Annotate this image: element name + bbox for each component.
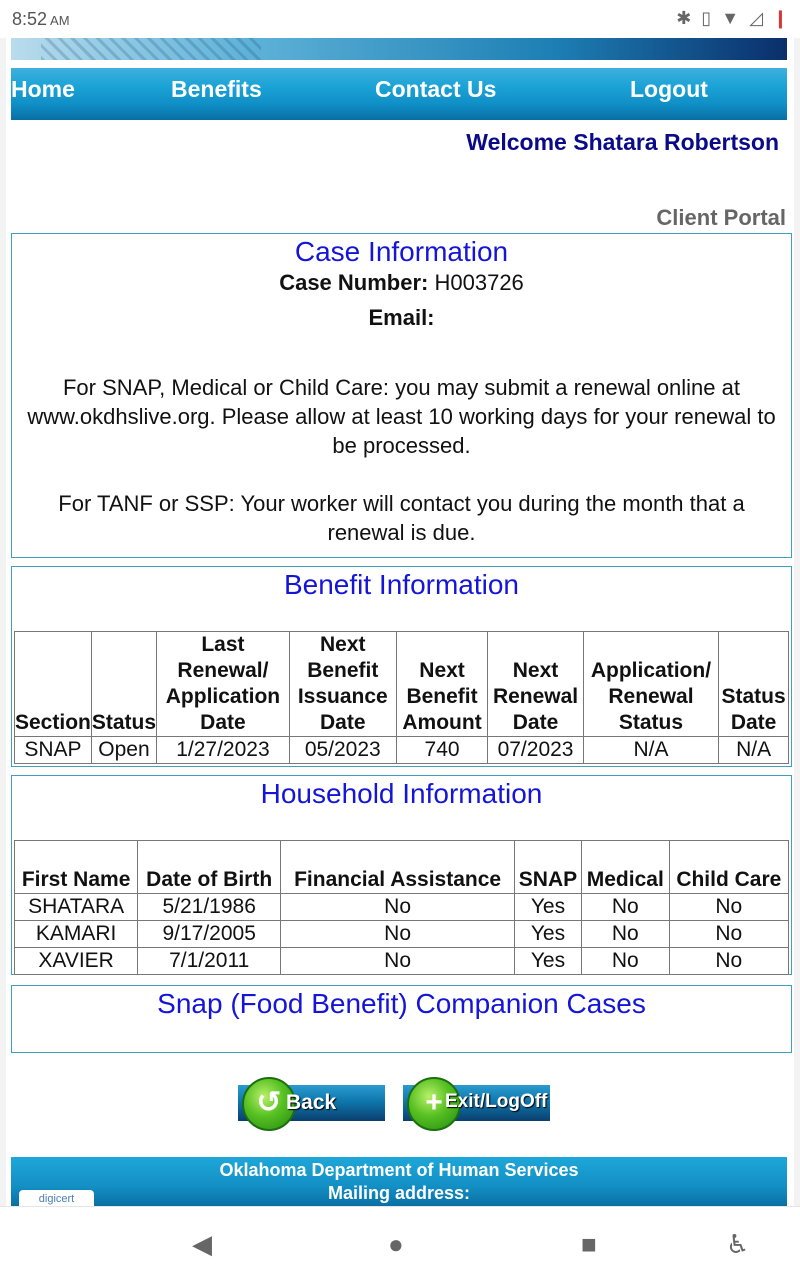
footer-org-name: Oklahoma Department of Human Services [219,1160,579,1180]
column-header: Date of Birth [138,841,281,894]
system-back-icon[interactable]: ◀ [192,1229,212,1259]
back-button-label: Back [286,1091,337,1114]
table-cell: 05/2023 [289,737,396,764]
table-cell: Yes [515,894,582,921]
table-cell: Open [91,737,156,764]
table-cell: No [669,921,788,948]
table-cell: 07/2023 [488,737,583,764]
footer-mailing-label: Mailing address: [327,1183,471,1203]
renewal-note-tanf: For TANF or SSP: Your worker will contact you during the month that a renewal is due. [58,491,745,545]
clock: 8:52 AM [12,9,70,29]
exit-button-label: Exit/LogOff [445,1091,548,1112]
welcome-message: Welcome Shatara Robertson [466,129,779,155]
table-cell: SHATARA [15,894,138,921]
email-label: Email: [368,305,435,330]
column-header: Section [15,632,92,737]
case-number-row [12,270,791,296]
column-header: Next Renewal Date [488,632,583,737]
column-header: Next Benefit Issuance Date [289,632,396,737]
case-information-title: Case Information [294,236,509,267]
table-cell: N/A [583,737,719,764]
column-header: Last Renewal/ Application Date [157,632,290,737]
household-table-header [15,841,789,894]
signal-icon: ◿ [749,8,763,28]
table-row [15,894,789,921]
household-table [14,840,789,975]
column-header: Next Benefit Amount [396,632,488,737]
table-cell: Yes [515,948,582,975]
page-footer [11,1157,787,1206]
table-cell: No [581,948,669,975]
case-number-value: H003726 [434,270,524,295]
table-cell: No [581,921,669,948]
table-cell: 740 [396,737,488,764]
table-cell: 1/27/2023 [157,737,290,764]
banner-pattern [41,38,261,60]
column-header: First Name [15,841,138,894]
benefit-table [14,631,789,764]
page-rail-right [794,38,800,1206]
header-banner [11,38,787,60]
digicert-badge[interactable]: digicert [19,1190,94,1208]
table-row [15,948,789,975]
column-header: Application/ Renewal Status [583,632,719,737]
companion-cases-panel [11,985,792,1053]
benefit-table-header [15,632,789,737]
column-header: SNAP [515,841,582,894]
system-home-icon[interactable]: ● [388,1229,404,1259]
table-row [15,921,789,948]
status-icons [676,8,788,28]
system-nav-bar [0,1206,800,1281]
table-cell: No [281,921,515,948]
companion-cases-title: Snap (Food Benefit) Companion Cases [157,988,646,1019]
column-header: Status [91,632,156,737]
column-header: Financial Assistance [281,841,515,894]
table-cell: No [281,894,515,921]
page-rail-left [0,38,6,1206]
client-portal-label: Client Portal [656,205,786,230]
battery-alert-icon: ❙ [772,8,788,28]
benefit-information-title: Benefit Information [283,569,520,600]
table-cell: KAMARI [15,921,138,948]
main-nav [11,68,787,120]
table-cell: XAVIER [15,948,138,975]
table-cell: No [581,894,669,921]
nav-contact-link[interactable]: Contact Us [375,76,497,102]
case-number-label: Case Number: [279,270,429,295]
table-cell: Yes [515,921,582,948]
table-cell: N/A [719,737,789,764]
column-header: Child Care [669,841,788,894]
household-information-panel [11,775,792,975]
column-header: Medical [581,841,669,894]
table-cell: 9/17/2005 [138,921,281,948]
column-header: Status Date [719,632,789,737]
plus-icon: + [407,1077,461,1131]
vibrate-icon: ▯ [701,8,712,28]
back-button[interactable] [238,1085,385,1121]
household-information-title: Household Information [260,778,543,809]
nav-logout-link[interactable]: Logout [630,76,708,102]
case-information-panel [11,233,792,558]
system-recents-icon[interactable]: ■ [581,1229,597,1259]
accessibility-icon[interactable]: ♿ [726,1229,750,1259]
back-arrow-icon: ↺ [242,1077,296,1131]
table-row [15,737,789,764]
renewal-note-snap: For SNAP, Medical or Child Care: you may submit a renewal online at www.okdhslive.org. Please allow at least 10 working days for your renewal to be processed. [27,375,776,458]
exit-logoff-button[interactable] [403,1085,550,1121]
email-row [12,305,791,331]
table-cell: 7/1/2011 [138,948,281,975]
nav-benefits-link[interactable]: Benefits [171,76,262,102]
table-cell: No [669,894,788,921]
status-bar [0,0,800,38]
table-cell: 5/21/1986 [138,894,281,921]
table-cell: No [281,948,515,975]
table-cell: SNAP [15,737,92,764]
bluetooth-icon: ✱ [676,8,692,28]
benefit-information-panel [11,566,792,767]
wifi-icon: ▼ [721,8,740,28]
nav-home-link[interactable]: Home [11,76,75,102]
table-cell: No [669,948,788,975]
